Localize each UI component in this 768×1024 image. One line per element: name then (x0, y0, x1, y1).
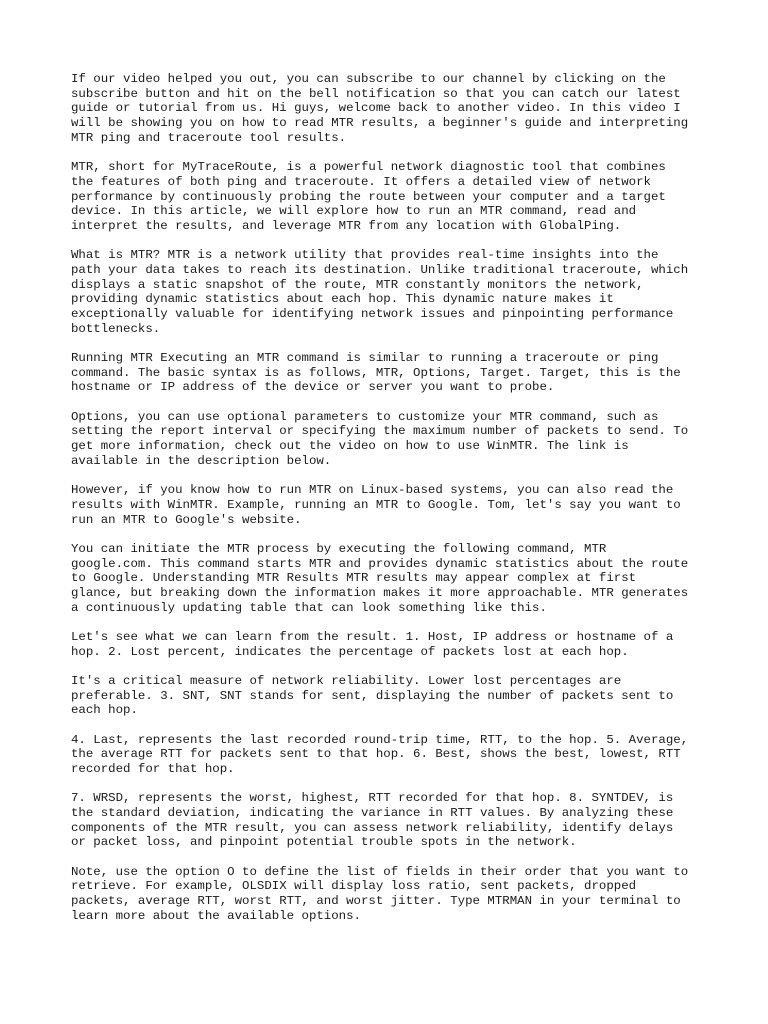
paragraph-last-avg-best: 4. Last, represents the last recorded round-trip time, RTT, to the hop. 5. Average, the average RTT for packets sent to that hop. 6. Best, shows the best, lowest, RTT recorded for that hop. (71, 732, 689, 777)
paragraph-what-is-mtr: What is MTR? MTR is a network utility that provides real-time insights into the path your data takes to reach its destination. Unlike traditional traceroute, which displays a static snapshot of the route, MTR constantly monitors the network, providing dynamic statistics about each hop. This dynamic nature makes it exceptionally valuable for identifying network issues and pinpointing performance bottlenecks. (71, 248, 689, 336)
paragraph-options: Options, you can use optional parameters to customize your MTR command, such as setting the report interval or specifying the maximum number of packets to send. To get more information, check out the video on how to use WinMTR. The link is available in the description below. (71, 409, 689, 468)
paragraph-mtr-definition: MTR, short for MyTraceRoute, is a powerful network diagnostic tool that combines the features of both ping and traceroute. It offers a detailed view of network performance by continuously probing the route between your computer and a target device. In this article, we will explore how to run an MTR command, read and interpret the results, and leverage MTR from any location with GlobalPing. (71, 160, 666, 233)
paragraph-result-host-loss: Let's see what we can learn from the result. 1. Host, IP address or hostname of a hop. 2. Lost percent, indicates the percentage of packets lost at each hop. (71, 629, 674, 659)
paragraph-intro: If our video helped you out, you can subscribe to our channel by clicking on the subscribe button and hit on the bell notification so that you can catch our latest guide or tutorial from us. Hi guys, welcome back to another video. In this video I will be showing you on how to read MTR results, a beginner's guide and interpreting MTR ping and traceroute tool results. (71, 72, 689, 145)
paragraph-running-mtr: Running MTR Executing an MTR command is similar to running a traceroute or ping command. The basic syntax is as follows, MTR, Options, Target. Target, this is the hostname or IP address of the device or server you want to probe. (71, 351, 681, 395)
paragraph-reliability-snt: It's a critical measure of network reliability. Lower lost percentages are preferable. 3. SNT, SNT stands for sent, displaying the number of packets sent to each hop. (71, 673, 674, 718)
document-page (71, 72, 711, 938)
paragraph-winmtr: However, if you know how to run MTR on Linux-based systems, you can also read the results with WinMTR. Example, running an MTR to Google. Tom, let's say you want to run an MTR to Google's website. (71, 483, 681, 527)
paragraph-initiate: You can initiate the MTR process by executing the following command, MTR google.com. This command starts MTR and provides dynamic statistics about the route to Google. Understanding MTR Results MTR results may appear complex at first glance, but breaking down the information makes it more approachable. MTR generates a continuously updating table that can look something like this. (71, 541, 689, 615)
paragraph-worst-stdev: 7. WRSD, represents the worst, highest, RTT recorded for that hop. 8. SYNTDEV, is the standard deviation, indicating the variance in RTT values. By analyzing these components of the MTR result, you can assess network reliability, identify delays or packet loss, and pinpoint potential trouble spots in the network. (71, 791, 674, 850)
paragraph-note-options: Note, use the option O to define the list of fields in their order that you want to retrieve. For example, OLSDIX will display loss ratio, sent packets, dropped packets, average RTT, worst RTT, and worst jitter. Type MTRMAN in your terminal to learn more about the available options. (71, 864, 689, 923)
